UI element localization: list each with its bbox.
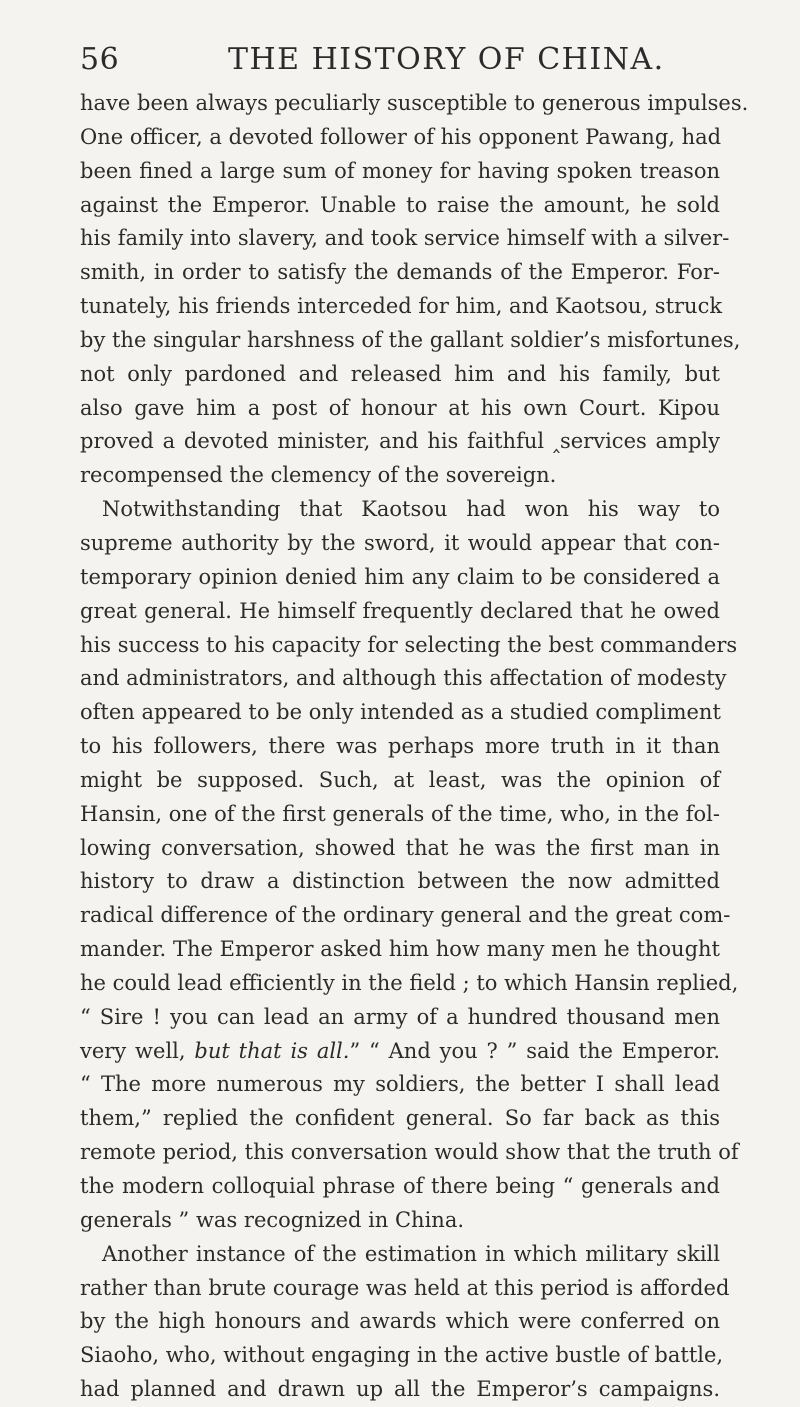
text-segment: very well, <box>80 1038 195 1063</box>
text-line: supreme authority by the sword, it would appear that con- <box>80 530 720 555</box>
text-line: One officer, a devoted follower of his opponent Pawang, had <box>80 124 722 149</box>
text-line: by the singular harshness of the gallant soldier’s misfortunes, <box>80 327 741 352</box>
text-segment: ” “ And you ? ” said the Emperor. <box>349 1038 720 1063</box>
text-line: Siaoho, who, without engaging in the active bustle of battle, <box>80 1343 724 1368</box>
text-line: them,” replied the confident general. So far back as this <box>80 1106 720 1131</box>
running-head: THE HISTORY OF CHINA. <box>228 42 665 77</box>
text-line: mander. The Emperor asked him how many men he thought <box>80 937 720 962</box>
text-line: by the high honours and awards which were conferred on <box>80 1309 720 1334</box>
text-line: lowing conversation, showed that he was the first man in <box>80 835 720 860</box>
text-line: Another instance of the estimation in which military skill <box>102 1241 720 1266</box>
text-line: had planned and drawn up all the Emperor’s campaigns. <box>80 1377 720 1402</box>
text-line: “ Sire ! you can lead an army of a hundred thousand men <box>80 1004 720 1029</box>
text-line: temporary opinion denied him any claim to be considered a <box>80 564 720 589</box>
text-line: to his followers, there was perhaps more truth in it than <box>80 734 720 759</box>
text-line: great general. He himself frequently declared that he owed <box>80 598 720 623</box>
text-line: Notwithstanding that Kaotsou had won his way to <box>102 497 720 522</box>
text-line: history to draw a distinction between the now admitted <box>80 869 720 894</box>
text-line: his success to his capacity for selecting the best commanders <box>80 632 738 657</box>
text-line: might be supposed. Such, at least, was the opinion of <box>80 767 720 792</box>
text-line: Hansin, one of the first generals of the time, who, in the fol- <box>80 801 720 826</box>
text-line: and administrators, and although this affectation of modesty <box>80 666 727 691</box>
text-line: the modern colloquial phrase of there being “ generals and <box>80 1174 720 1198</box>
text-line: also gave him a post of honour at his own Court. Kipou <box>80 395 720 420</box>
text-line: have been always peculiarly susceptible to generous impulses. <box>80 91 749 115</box>
text-line: remote period, this conversation would show that the truth of <box>80 1140 739 1165</box>
text-line: often appeared to be only intended as a studied compliment <box>80 700 721 725</box>
page-number: 56 <box>80 42 120 77</box>
text-line: proved a devoted minister, and his faithful ‸services amply <box>80 429 720 454</box>
text-line: radical difference of the ordinary general and the great com- <box>80 903 731 928</box>
italic-quote: but that is all. <box>194 1038 350 1063</box>
text-line: his family into slavery, and took service himself with a silver- <box>80 226 730 251</box>
text-line: tunately, his friends interceded for him, and Kaotsou, struck <box>80 294 723 319</box>
text-line: rather than brute courage was held at this period is afforded <box>80 1275 730 1300</box>
text-line: against the Emperor. Unable to raise the amount, he sold <box>80 192 720 217</box>
page-header <box>80 40 720 80</box>
body-text <box>80 87 749 1407</box>
text-line-mixed <box>80 1035 720 1069</box>
text-line: recompensed the clemency of the sovereign. <box>80 463 557 488</box>
text-line: “ The more numerous my soldiers, the better I shall lead <box>80 1072 720 1097</box>
text-line: smith, in order to satisfy the demands of the Emperor. For- <box>80 260 720 285</box>
text-line: been fined a large sum of money for having spoken treason <box>80 158 720 183</box>
text-line: he could lead efficiently in the field ; to which Hansin replied, <box>80 970 739 995</box>
text-line: generals ” was recognized in China. <box>80 1207 465 1232</box>
text-line: not only pardoned and released him and his family, but <box>80 361 720 386</box>
